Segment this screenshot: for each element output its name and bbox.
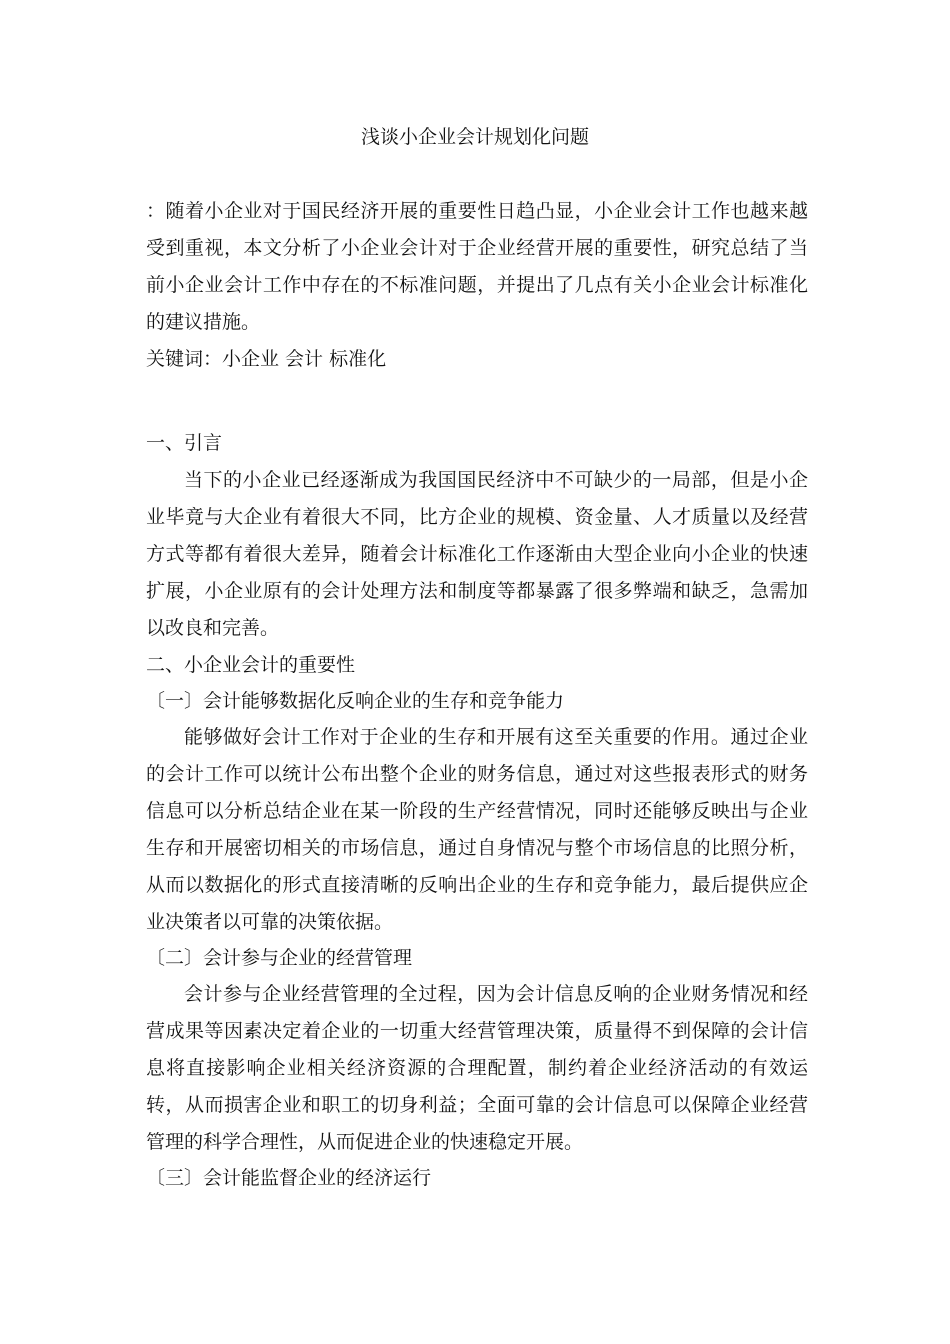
subsection-heading-1: 〔一〕会计能够数据化反响企业的生存和竞争能力: [146, 690, 565, 712]
subsection-paragraph-2: 会计参与企业经营管理的全过程，因为会计信息反响的企业财务情况和经营成果等因素决定着企业的一切重大经营管理决策，质量得不到保障的会计信息将直接影响企业相关经济资源的合理配置，制约着企业经济活动的有效运转，从而损害企业和职工的切身利益；全面可靠的会计信息可以保障企业经营管理的科学合理性，从而促进企业的快速稳定开展。: [146, 983, 808, 1153]
keywords-line: 关键词：小企业 会计 标准化: [146, 348, 387, 370]
document-body: [146, 193, 808, 1196]
introduction-paragraph: 当下的小企业已经逐渐成为我国国民经济中不可缺少的一局部，但是小企业毕竟与大企业有着很大不同，比方企业的规模、资金量、人才质量以及经营方式等都有着很大差异，随着会计标准化工作逐渐由大型企业向小企业的快速扩展，小企业原有的会计处理方法和制度等都暴露了很多弊端和缺乏，急需加以改良和完善。: [146, 469, 808, 639]
page-title: 浅谈小企业会计规划化问题: [360, 126, 589, 148]
subsection-heading-2: 〔二〕会计参与企业的经营管理: [146, 947, 413, 969]
abstract-paragraph: ：随着小企业对于国民经济开展的重要性日趋凸显，小企业会计工作也越来越受到重视，本文分析了小企业会计对于企业经营开展的重要性，研究总结了当前小企业会计工作中存在的不标准问题，并提出了几点有关小企业会计标准化的建议措施。: [146, 200, 808, 333]
section-heading-importance: 二、小企业会计的重要性: [146, 654, 356, 676]
section-heading-introduction: 一、引言: [146, 432, 223, 454]
subsection-heading-3: 〔三〕会计能监督企业的经济运行: [146, 1167, 432, 1189]
subsection-paragraph-1: 能够做好会计工作对于企业的生存和开展有这至关重要的作用。通过企业的会计工作可以统计公布出整个企业的财务信息，通过对这些报表形式的财务信息可以分析总结企业在某一阶段的生产经营情况，同时还能够反映出与企业生存和开展密切相关的市场信息，通过自身情况与整个市场信息的比照分析，从而以数据化的形式直接清晰的反响出企业的生存和竞争能力，最后提供应企业决策者以可靠的决策依据。: [146, 726, 808, 933]
section-spacer: [146, 378, 808, 425]
